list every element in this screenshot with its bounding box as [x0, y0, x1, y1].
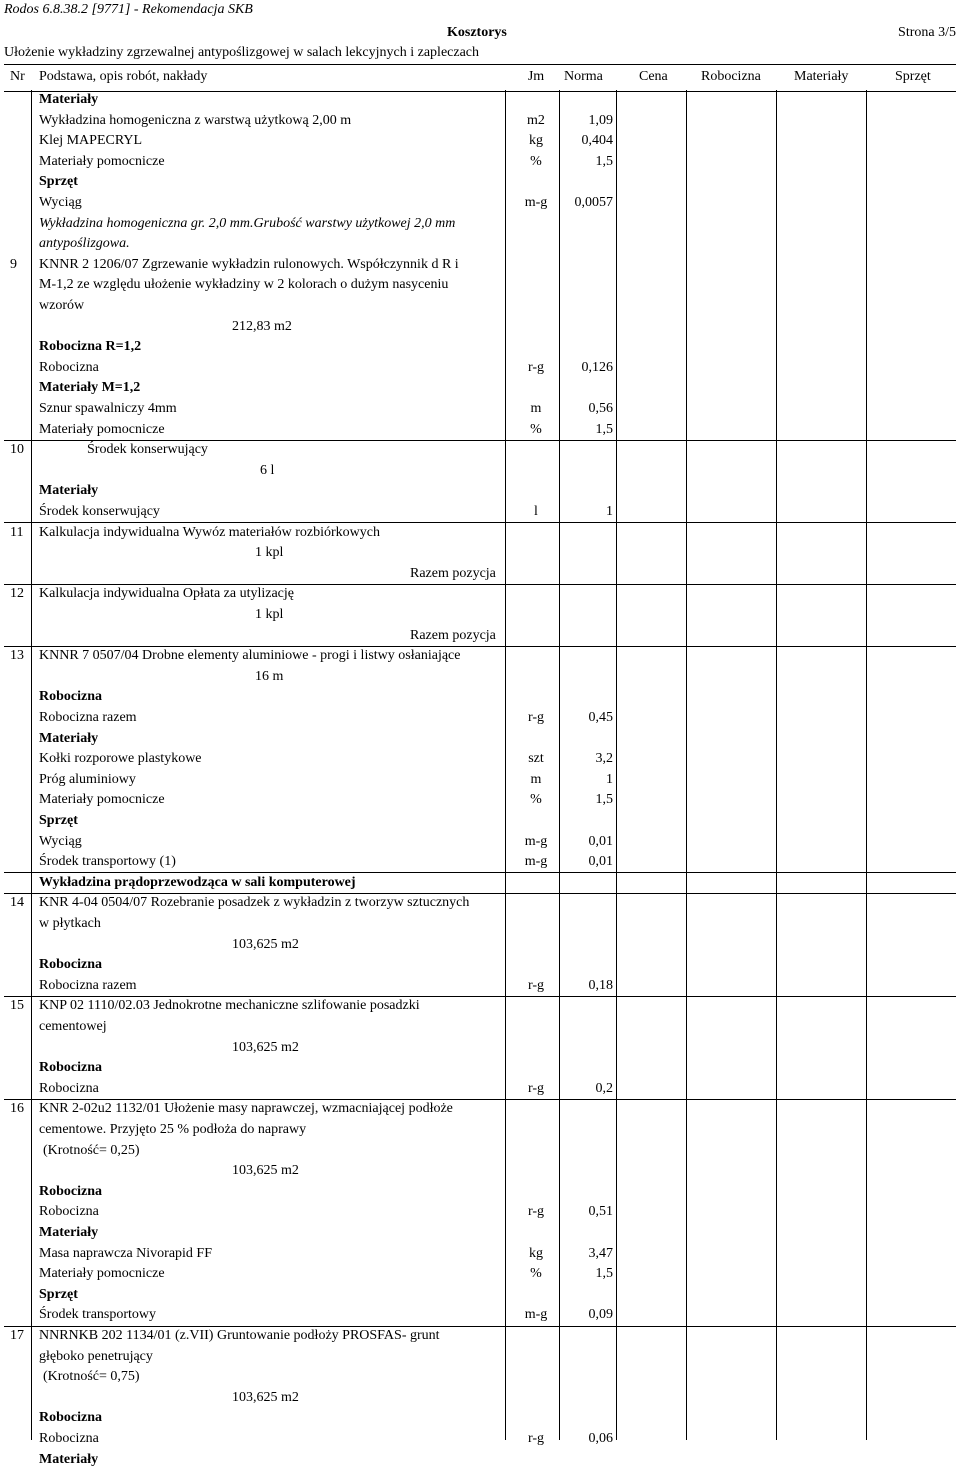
- table-row: [0, 852, 960, 872]
- table-row: [0, 832, 960, 852]
- row-description: Materiały: [39, 730, 99, 746]
- row-norma: 0,51: [588, 1204, 613, 1220]
- table-row: [0, 1202, 960, 1222]
- row-norma: 0,45: [588, 710, 613, 725]
- table-row: [0, 275, 960, 295]
- row-norma: 0,01: [588, 854, 613, 870]
- table-row: [0, 873, 960, 893]
- row-description: Sprzęt: [39, 813, 78, 828]
- row-norma: 0,0057: [574, 195, 613, 210]
- table-row: [0, 914, 960, 934]
- table-row: [0, 317, 960, 337]
- row-norma: 0,09: [588, 1307, 613, 1323]
- row-description: Robocizna: [39, 1183, 102, 1199]
- row-description: Wyciąg: [39, 833, 82, 849]
- document-title: Kosztorys: [447, 25, 507, 40]
- row-description: Kołki rozporowe plastykowe: [39, 751, 202, 767]
- table-row: [0, 976, 960, 996]
- document-subtitle: Ułożenie wykładziny zgrzewalnej antypoślizgowej w salach lekcyjnych i zapleczach: [4, 45, 480, 60]
- row-number: 15: [10, 998, 24, 1014]
- row-norma: 1,5: [595, 792, 613, 808]
- row-description: Robocizna R=1,2: [39, 339, 142, 355]
- table-row: [0, 1367, 960, 1387]
- table-row: [0, 1099, 960, 1119]
- row-description: Materiały pomocnicze: [39, 153, 165, 169]
- table-row: [0, 131, 960, 151]
- row-description: wzorów: [39, 298, 85, 313]
- row-description: KNR 4-04 0504/07 Rozebranie posadzek z wykładzin z tworzyw sztucznych: [39, 895, 470, 911]
- table-row: [0, 667, 960, 687]
- row-description: Kalkulacja indywidualna Wywóz materiałów rozbiórkowych: [39, 524, 381, 540]
- table-row: [0, 1141, 960, 1161]
- row-number: 9: [10, 256, 17, 272]
- table-row: [0, 214, 960, 234]
- table-row: [0, 172, 960, 192]
- table-row: [0, 255, 960, 275]
- row-unit: %: [530, 153, 542, 169]
- row-description: Masa naprawcza Nivorapid FF: [39, 1245, 213, 1261]
- table-row: [0, 378, 960, 398]
- table-row: [0, 584, 960, 604]
- table-row: [0, 1347, 960, 1367]
- table-row: [0, 296, 960, 316]
- row-unit: %: [530, 421, 542, 437]
- row-norma: 1: [606, 504, 613, 519]
- row-description: Środek konserwujący: [87, 442, 208, 458]
- row-number: 10: [10, 442, 24, 458]
- table-row: [0, 523, 960, 543]
- row-number: 11: [10, 524, 24, 540]
- table-row: [0, 729, 960, 749]
- row-number: 13: [10, 648, 24, 664]
- col-nr: Nr: [10, 69, 25, 84]
- row-description: Robocizna: [39, 1080, 99, 1096]
- row-norma: 0,06: [588, 1431, 613, 1446]
- row-unit: m-g: [524, 833, 548, 849]
- row-description: KNNR 7 0507/04 Drobne elementy aluminiowe - progi i listwy osłaniające: [39, 648, 461, 664]
- row-unit: kg: [529, 133, 543, 149]
- table-row: [0, 1450, 960, 1470]
- row-norma: 1,5: [595, 421, 613, 437]
- row-unit: m2: [527, 112, 545, 128]
- row-unit: m-g: [524, 854, 548, 870]
- row-quantity: 103,625 m2: [232, 1163, 299, 1179]
- row-description: Robocizna: [39, 1204, 99, 1220]
- table-row: [0, 399, 960, 419]
- table-row: [0, 1264, 960, 1284]
- table-row: [0, 1223, 960, 1243]
- row-quantity: 6 l: [260, 462, 275, 478]
- row-razem-label: Razem pozycja: [410, 565, 496, 581]
- table-row: [0, 420, 960, 440]
- row-description: Materiały M=1,2: [39, 380, 141, 396]
- table-row: [0, 935, 960, 955]
- row-description: Wyciąg: [39, 195, 82, 210]
- row-unit: kg: [529, 1245, 543, 1261]
- row-quantity: 103,625 m2: [232, 936, 299, 952]
- row-quantity: 1 kpl: [255, 607, 284, 622]
- row-unit: r-g: [527, 710, 545, 725]
- row-norma: 0,56: [588, 401, 613, 416]
- table-row: [0, 1161, 960, 1181]
- row-description: KNP 02 1110/02.03 Jednokrotne mechaniczne szlifowanie posadzki: [39, 998, 420, 1014]
- row-description: KNNR 2 1206/07 Zgrzewanie wykładzin rulonowych. Współczynnik d R i: [39, 256, 459, 272]
- row-description: M-1,2 ze względu ułożenie wykładziny w 2 kolorach o dużym nasyceniu: [39, 277, 449, 293]
- table-row: [0, 996, 960, 1016]
- row-description: w płytkach: [39, 916, 101, 931]
- row-description: Robocizna: [39, 957, 102, 973]
- table-row: [0, 1285, 960, 1305]
- row-description: KNR 2-02u2 1132/01 Ułożenie masy naprawczej, wzmacniającej podłoże: [39, 1101, 453, 1117]
- row-description: Próg aluminiowy: [39, 771, 136, 787]
- row-unit: szt: [528, 751, 544, 767]
- table-row: [0, 111, 960, 131]
- table-row: [0, 1058, 960, 1078]
- page-number: Strona 3/5: [898, 25, 956, 40]
- table-row: [0, 440, 960, 460]
- table-row: [0, 1408, 960, 1428]
- row-norma: 3,2: [595, 751, 613, 767]
- row-unit: m: [530, 771, 542, 787]
- table-row: [0, 193, 960, 213]
- row-description: Środek transportowy: [39, 1307, 157, 1323]
- row-description: cementowe. Przyjęto 25 % podłoża do naprawy: [39, 1122, 307, 1137]
- col-materialy: Materiały: [794, 69, 849, 84]
- row-description: Kalkulacja indywidualna Opłata za utylizację: [39, 586, 295, 602]
- row-description: Sznur spawalniczy 4mm: [39, 401, 177, 416]
- col-cena: Cena: [639, 69, 668, 84]
- row-description: Robocizna razem: [39, 977, 137, 993]
- row-description: Sprzęt: [39, 174, 78, 190]
- row-description: Wykładzina prądoprzewodząca w sali komputerowej: [39, 874, 356, 890]
- table-row: [0, 605, 960, 625]
- row-description: Materiały: [39, 1451, 99, 1467]
- row-quantity: 103,625 m2: [232, 1389, 299, 1405]
- row-norma: 3,47: [588, 1245, 613, 1261]
- row-quantity: 16 m: [255, 668, 284, 684]
- table-row: [0, 708, 960, 728]
- row-description: Robocizna: [39, 689, 102, 705]
- table-row: [0, 481, 960, 501]
- column-header-row: [4, 64, 956, 92]
- row-description: Robocizna: [39, 1410, 102, 1426]
- table-row: [0, 955, 960, 975]
- table-row: [0, 1326, 960, 1346]
- table-row: [0, 461, 960, 481]
- row-description: Sprzęt: [39, 1286, 78, 1302]
- row-norma: 1,5: [595, 1266, 613, 1282]
- row-description: antypoślizgowa.: [39, 236, 130, 252]
- row-description: NNRNKB 202 1134/01 (z.VII) Gruntowanie podłoży PROSFAS- grunt: [39, 1328, 440, 1343]
- row-unit: r-g: [527, 1204, 545, 1220]
- table-row: [0, 1038, 960, 1058]
- row-description: Materiały: [39, 1225, 99, 1240]
- row-norma: 0,18: [588, 977, 613, 993]
- row-unit: m: [530, 401, 542, 416]
- col-desc: Podstawa, opis robót, nakłady: [39, 69, 208, 84]
- row-number: 16: [10, 1101, 24, 1117]
- row-unit: %: [530, 792, 542, 808]
- row-description: Klej MAPECRYL: [39, 133, 143, 149]
- col-norma: Norma: [564, 69, 603, 84]
- table-row: [0, 1244, 960, 1264]
- row-description: Środek konserwujący: [39, 504, 160, 519]
- row-number: 17: [10, 1328, 24, 1343]
- col-robocizna: Robocizna: [701, 69, 761, 84]
- table-row: [0, 358, 960, 378]
- row-razem-label: Razem pozycja: [410, 627, 496, 643]
- table-row: [0, 1017, 960, 1037]
- row-description: (Krotność= 0,25): [43, 1142, 140, 1158]
- table-row: [0, 1079, 960, 1099]
- row-unit: r-g: [527, 1080, 545, 1096]
- row-norma: 0,404: [581, 133, 613, 149]
- row-norma: 1: [606, 771, 613, 787]
- table-row: [0, 337, 960, 357]
- col-jm: Jm: [527, 69, 545, 84]
- row-description: Środek transportowy (1): [39, 854, 176, 870]
- row-unit: %: [530, 1266, 542, 1282]
- table-row: [0, 790, 960, 810]
- row-unit: l: [534, 504, 538, 519]
- row-description: Robocizna: [39, 1060, 102, 1076]
- row-norma: 0,2: [595, 1080, 613, 1096]
- table-row: [0, 1388, 960, 1408]
- row-norma: 0,126: [581, 359, 613, 375]
- row-unit: r-g: [527, 977, 545, 993]
- row-description: Materiały: [39, 483, 99, 499]
- row-description: Materiały pomocnicze: [39, 1266, 165, 1282]
- row-description: Robocizna: [39, 359, 99, 375]
- table-row: [0, 1429, 960, 1449]
- row-description: Materiały pomocnicze: [39, 421, 165, 437]
- table-row: [0, 811, 960, 831]
- row-description: Robocizna: [39, 1431, 99, 1446]
- row-description: Wykładzina homogeniczna gr. 2,0 mm.Grubość warstwy użytkowej 2,0 mm: [39, 215, 456, 231]
- row-unit: r-g: [527, 359, 545, 375]
- row-description: Materiały: [39, 92, 99, 107]
- row-norma: 1,09: [588, 112, 613, 128]
- row-quantity: 103,625 m2: [232, 1039, 299, 1055]
- table-row: [0, 1182, 960, 1202]
- table-row: [0, 770, 960, 790]
- row-unit: m-g: [524, 1307, 548, 1323]
- row-quantity: 212,83 m2: [232, 318, 292, 334]
- table-row: [0, 646, 960, 666]
- row-number: 12: [10, 586, 24, 602]
- table-row: [0, 749, 960, 769]
- row-unit: m-g: [524, 195, 548, 210]
- table-row: [0, 626, 960, 646]
- table-row: [0, 687, 960, 707]
- row-description: cementowej: [39, 1019, 107, 1034]
- row-description: Materiały pomocnicze: [39, 792, 165, 808]
- app-name: Rodos 6.8.38.2 [9771] - Rekomendacja SKB: [4, 2, 253, 17]
- table-row: [0, 1305, 960, 1325]
- table-row: [0, 234, 960, 254]
- col-sprzet: Sprzęt: [895, 69, 931, 84]
- row-description: (Krotność= 0,75): [43, 1369, 140, 1385]
- row-description: Wykładzina homogeniczna z warstwą użytkową 2,00 m: [39, 112, 352, 128]
- row-number: 14: [10, 895, 24, 911]
- table-row: [0, 564, 960, 584]
- row-description: głęboko penetrujący: [39, 1348, 153, 1364]
- row-unit: r-g: [527, 1431, 545, 1446]
- row-norma: 1,5: [595, 153, 613, 169]
- table-row: [0, 1120, 960, 1140]
- table-row: [0, 893, 960, 913]
- table-row: [0, 90, 960, 110]
- row-norma: 0,01: [588, 833, 613, 849]
- table-row: [0, 502, 960, 522]
- table-row: [0, 543, 960, 563]
- table-row: [0, 152, 960, 172]
- row-quantity: 1 kpl: [255, 545, 284, 561]
- row-description: Robocizna razem: [39, 710, 137, 725]
